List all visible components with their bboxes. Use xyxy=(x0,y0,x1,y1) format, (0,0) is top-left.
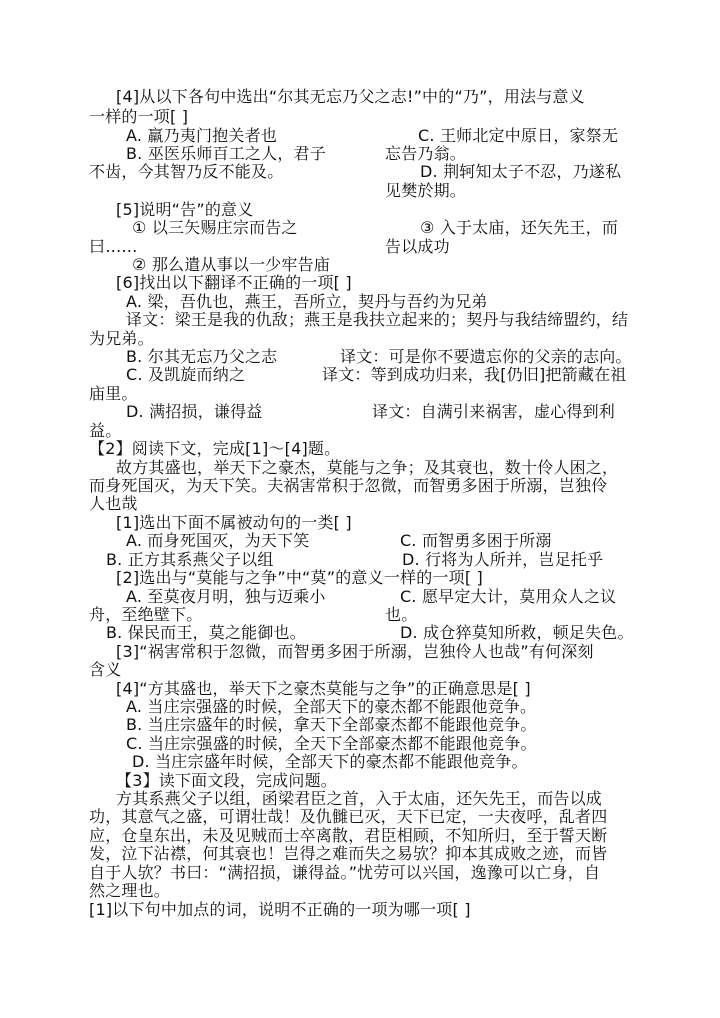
section-3-passage-line-2: 功，其意气之盛，可谓壮哉！及仇雠已灭，天下已定，一夫夜呼，乱者四 xyxy=(89,807,608,826)
q5-option-2: ② 那么遣从事以一少牢告庙 xyxy=(132,255,331,274)
q5-option-3-cont: 告以成功 xyxy=(385,237,450,256)
q6-translation-c-line-1: 译文：等到成功归来，我[仍旧]把箭藏在祖 xyxy=(322,365,627,384)
s2-q1-option-c: C. 而智勇多困于所溺 xyxy=(400,531,552,550)
q6-translation-b: 译文：可是你不要遗忘你的父亲的志向。 xyxy=(340,347,632,366)
s2-q2-option-c: C. 愿早定大计，莫用众人之议 xyxy=(400,587,617,606)
section-2-passage-line-1: 故方其盛也，举天下之豪杰，莫能与之争；及其衰也，数十伶人困之， xyxy=(116,458,619,477)
q4-line-2: 一样的一项[ ] xyxy=(89,107,189,126)
section-3-heading: 【3】读下面文段，完成问题。 xyxy=(116,771,337,790)
s2-q1-option-a: A. 而身死国灭，为天下笑 xyxy=(126,531,310,550)
q6-translation-a-line-2: 为兄弟。 xyxy=(89,329,154,348)
s2-q2-option-a: A. 至莫夜月明，独与迈乘小 xyxy=(126,587,326,606)
section-3-passage-line-3: 应，仓皇东出，未及见贼而士卒离散，君臣相顾，不知所归，至于誓天断 xyxy=(89,826,608,845)
s2-q3-line-1: [3]“祸害常积于忽微，而智勇多困于所溺，岂独伶人也哉”有何深刻 xyxy=(116,642,594,661)
q6-translation-a-line-1: 译文：梁王是我的仇敌；燕王是我扶立起来的；契丹与我结缔盟约，结 xyxy=(126,310,629,329)
s2-q2-option-b: B. 保民而王，莫之能御也。 xyxy=(106,623,306,642)
q4-option-d-line-2: 见樊於期。 xyxy=(385,181,467,200)
s2-q4-option-d: D. 当庄宗盛年时候，全部天下的豪杰都不能跟他竞争。 xyxy=(132,752,528,771)
q5-title: [5]说明“告”的意义 xyxy=(116,200,254,219)
q4-option-a: A. 羸乃夷门抱关者也 xyxy=(126,126,278,145)
q4-option-c-line-1: C. 王师北定中原日，家祭无 xyxy=(418,126,619,145)
s2-q1-option-b: B. 正方其系燕父子以组 xyxy=(106,550,274,569)
s2-q2-option-c-cont: 也。 xyxy=(385,605,418,624)
q4-line-1: [4]从以下各句中选出“尔其无忘乃父之志!”中的“乃”，用法与意义 xyxy=(116,87,585,106)
s2-q4-title: [4]“方其盛也，举天下之豪杰莫能与之争”的正确意思是[ ] xyxy=(116,679,531,698)
s2-q3-line-2: 含义 xyxy=(89,660,122,679)
q6-translation-d-line-1: 译文：自满引来祸害，虚心得到利 xyxy=(372,402,616,421)
q4-option-c-line-2: 忘告乃翁。 xyxy=(385,144,467,163)
q6-option-b: B. 尔其无忘乃父之志 xyxy=(126,347,278,366)
q5-option-3: ③ 入于太庙，还矢先王，而 xyxy=(420,218,619,237)
q6-option-c: C. 及凯旋而纳之 xyxy=(126,365,246,384)
section-3-passage-line-6: 然之理也。 xyxy=(89,881,171,900)
q5-option-1: ① 以三矢赐庄宗而告之 xyxy=(132,218,298,237)
q4-option-b-line-2: 不齿，今其智乃反不能及。 xyxy=(89,162,284,181)
q6-option-a: A. 梁，吾仇也，燕王，吾所立，契丹与吾约为兄弟 xyxy=(126,292,488,311)
q6-title: [6]找出以下翻译不正确的一项[ ] xyxy=(116,273,352,292)
section-3-passage-line-4: 发，泣下沾襟，何其衰也！岂得之难而失之易欤？抑本其成败之迹，而皆 xyxy=(89,844,608,863)
q4-option-b-line-1: B. 巫医乐师百工之人，君子 xyxy=(126,144,326,163)
section-2-heading: 【2】阅读下文，完成[1]～[4]题。 xyxy=(89,439,341,458)
section-2-passage-line-2: 而身死国灭，为天下笑。夫祸害常积于忽微，而智勇多困于所溺，岂独伶 xyxy=(89,476,608,495)
section-3-passage-line-1: 方其系燕父子以组，函梁君臣之首，入于太庙，还矢先王，而告以成 xyxy=(116,789,603,808)
s2-q2-option-a-cont: 舟，至绝壁下。 xyxy=(89,605,203,624)
s2-q2-title: [2]选出与“莫能与之争”中“莫”的意义一样的一项[ ] xyxy=(116,568,483,587)
s2-q1-title: [1]选出下面不属被动句的一类[ ] xyxy=(116,513,352,532)
s2-q4-option-b: B. 当庄宗盛年的时候，拿天下全部豪杰都不能跟他竞争。 xyxy=(126,715,537,734)
s2-q4-option-a: A. 当庄宗强盛的时候，全部天下的豪杰都不能跟他竞争。 xyxy=(126,697,537,716)
q6-translation-d-line-2: 益。 xyxy=(89,421,122,440)
section-2-passage-line-3: 人也哉 xyxy=(89,494,138,513)
s2-q4-option-c: C. 当庄宗强盛的时候，全天下全部豪杰都不能跟他竞争。 xyxy=(126,734,537,753)
q6-translation-c-line-2: 庙里。 xyxy=(89,384,138,403)
q5-option-1-cont: 曰…… xyxy=(89,237,138,256)
s2-q2-option-d: D. 成仓猝莫知所救，顿足失色。 xyxy=(400,623,634,642)
section-3-passage-line-5: 自于人欤？书曰：“满招损，谦得益。”忧劳可以兴国，逸豫可以亡身，自 xyxy=(89,863,601,882)
s3-q1-title: [1]以下句中加点的词，说明不正确的一项为哪一项[ ] xyxy=(89,900,471,919)
q4-option-d-line-1: D. 荆轲知太子不忍，乃遂私 xyxy=(420,162,622,181)
s2-q1-option-d: D. 行将为人所并，岂足托乎 xyxy=(402,550,604,569)
q6-option-d: D. 满招损，谦得益 xyxy=(126,402,263,421)
